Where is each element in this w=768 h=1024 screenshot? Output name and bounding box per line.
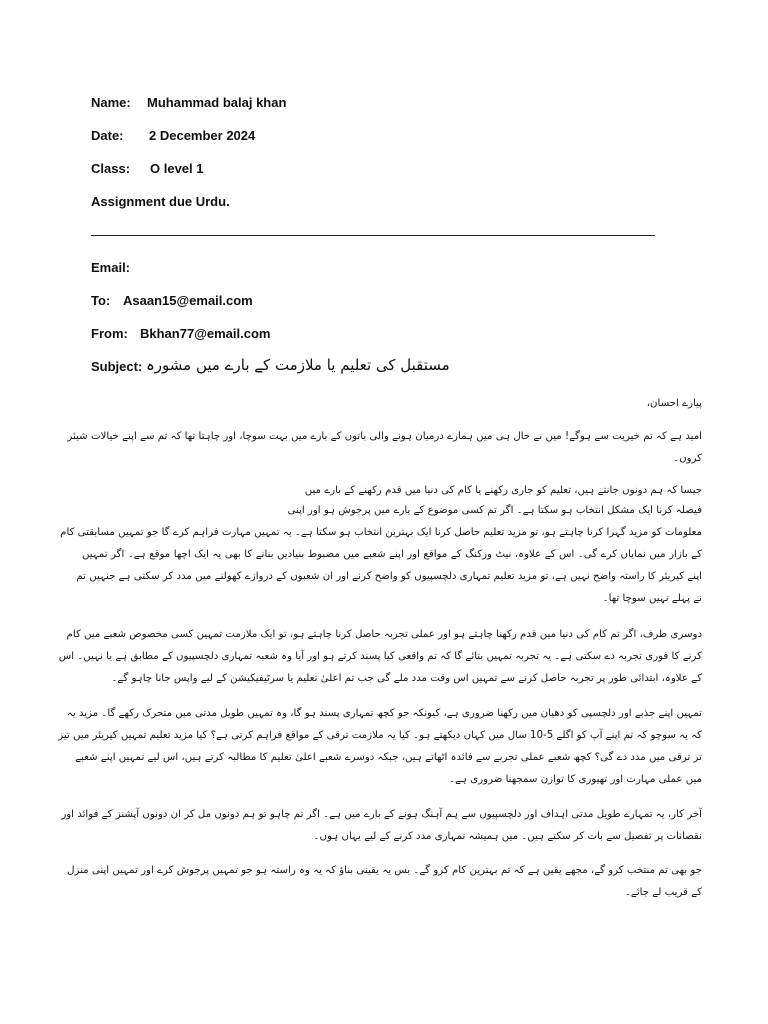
email-heading: Email: — [91, 260, 131, 275]
subject-label: Subject: — [91, 359, 143, 374]
paragraph-line: اپنے کیریئر کا راستہ واضح نہیں ہے، تو مزید تعلیم تمہاری دلچسپیوں کو واضح کرنے اور ان شعبوں کے دروازے کھولنے میں مدد کر سکتی ہے جنہیں تم — [76, 571, 702, 582]
class-field — [91, 161, 204, 177]
horizontal-divider — [91, 235, 655, 236]
date-value: 2 December 2024 — [149, 128, 256, 143]
paragraph-line: کرنے کا فوری تجربہ دے سکتی ہے۔ یہ تجربہ تمہیں بتائے گا کہ تم واقعی کیا پسند کرتے ہو اور آیا وہ شعبہ تمہاری دلچسپیوں کے مطابق ہے یا نہیں۔ اس — [58, 651, 702, 662]
paragraph-line: فیصلہ کرنا ایک مشکل انتخاب ہو سکتا ہے۔ اگر تم کسی موضوع کے بارے میں پرجوش ہو اور اپنی — [287, 505, 702, 516]
paragraph-line: کے قریب لے جائے۔ — [624, 887, 702, 898]
paragraph-line: نے پہلے نہیں سوچا تھا۔ — [602, 593, 702, 604]
paragraph-line: تر ترقی میں مدد دے گی؟ کچھ شعبے عملی تجربے سے فائدہ اٹھاتے ہیں، جبکہ دوسرے شعبے اعلیٰ تعلیم کا مطالبہ کرتے ہیں، اس لیے تمہیں اپنے شعبے — [75, 752, 702, 763]
paragraph-1 — [67, 426, 702, 470]
date-label: Date: — [91, 128, 124, 143]
name-label: Name: — [91, 95, 131, 110]
from-field — [91, 326, 271, 342]
date-field — [91, 128, 256, 144]
paragraph-5 — [61, 804, 702, 848]
paragraph-line: نقصانات پر تفصیل سے بات کر سکتے ہیں۔ میں ہمیشہ تمہاری مدد کرنے کے لیے یہاں ہوں۔ — [313, 831, 702, 842]
from-label: From: — [91, 326, 128, 341]
assignment-title: Assignment due Urdu. — [91, 194, 230, 209]
to-label: To: — [91, 293, 111, 308]
salutation-line: پیارے احسان، — [646, 398, 702, 409]
paragraph-line: میں عملی مہارت اور تھیوری کا توازن سمجھنا ضروری ہے۔ — [449, 774, 702, 785]
from-value: Bkhan77@email.com — [140, 326, 271, 341]
paragraph-line: آخر کار، یہ تمہارے طویل مدتی اہداف اور دلچسپیوں سے ہم آہنگ ہونے کے بارے میں ہے۔ اگر تم چاہو تو ہم دونوں مل کر ان دونوں آپشنز کے فوائد اور — [61, 809, 702, 820]
paragraph-line: کے علاوہ، ابتدائی طور پر تجربہ حاصل کرنے سے تمہیں اس وقت مدد ملے گی جب تم اعلیٰ تعلیم یا سرٹیفیکیشن کے لیے واپس جانا چاہو گے۔ — [111, 673, 702, 684]
to-value: Asaan15@email.com — [123, 293, 253, 308]
paragraph-line: معلومات کو مزید گہرا کرنا چاہتے ہو، تو مزید تعلیم حاصل کرنا ایک بہترین انتخاب ہو سکتا ہے۔ یہ تمہیں مہارت فراہم کرے گا جو تمہیں مسابقتی کام — [60, 527, 702, 538]
class-value: O level 1 — [150, 161, 204, 176]
to-field — [91, 293, 253, 309]
paragraph-6 — [67, 860, 702, 904]
subject-value: مستقبل کی تعلیم یا ملازمت کے بارے میں مشورہ — [146, 356, 450, 374]
paragraph-2 — [60, 481, 702, 610]
paragraph-line: تمہیں اپنے جذبے اور دلچسپی کو دھیان میں رکھنا ضروری ہے، کیونکہ جو کچھ تمہاری پسند ہو گا، وہ تمہیں طویل مدتی میں متحرک رکھے گا۔ مزید یہ — [66, 708, 702, 719]
name-value: Muhammad balaj khan — [147, 95, 287, 110]
paragraph-4 — [58, 703, 702, 791]
paragraph-line: کروں۔ — [673, 453, 702, 464]
paragraph-3 — [58, 624, 702, 690]
paragraph-line: جو بھی تم منتخب کرو گے، مجھے یقین ہے کہ تم بہترین کام کرو گے۔ بس یہ یقینی بناؤ کہ یہ وہ راستہ ہو جو تمہیں پرجوش کرے اور تمہیں اپنی منزل — [67, 865, 702, 876]
paragraph-line: کے بازار میں نمایاں کرے گی۔ اس کے علاوہ، نیٹ ورکنگ کے مواقع اور اپنے شعبے میں مضبوط بنیادیں بنانے کا بھی یہ ایک اچھا موقع ہے۔ اگر تمہیں — [82, 549, 702, 560]
class-label: Class: — [91, 161, 131, 176]
paragraph-line: جیسا کہ ہم دونوں جانتے ہیں، تعلیم کو جاری رکھنے یا کام کی دنیا میں قدم رکھنے کے بارے میں — [304, 485, 702, 496]
paragraph-line: دوسری طرف، اگر تم کام کی دنیا میں قدم رکھنا چاہتے ہو اور عملی تجربہ حاصل کرنا چاہتے ہو، تو ایک ملازمت تمہیں کسی مخصوص شعبے میں کام — [66, 629, 702, 640]
name-field — [91, 95, 287, 111]
letter-salutation — [102, 393, 702, 415]
paragraph-line: کہ یہ سوچو کہ تم اپنے آپ کو اگلے 5-10 سال میں کہاں دیکھتے ہو۔ کیا یہ ملازمت ترقی کے مواقع فراہم کرتی ہے؟ کیا مزید تعلیم تمہیں کیریئر میں تیز — [58, 730, 702, 741]
paragraph-line: امید ہے کہ تم خیریت سے ہوگے! میں نے حال ہی میں ہمارے درمیان ہونے والی باتوں کے بارے میں بہت سوچا، اور چاہتا تھا کہ تم سے اپنے خیالات شیئر — [67, 431, 702, 442]
